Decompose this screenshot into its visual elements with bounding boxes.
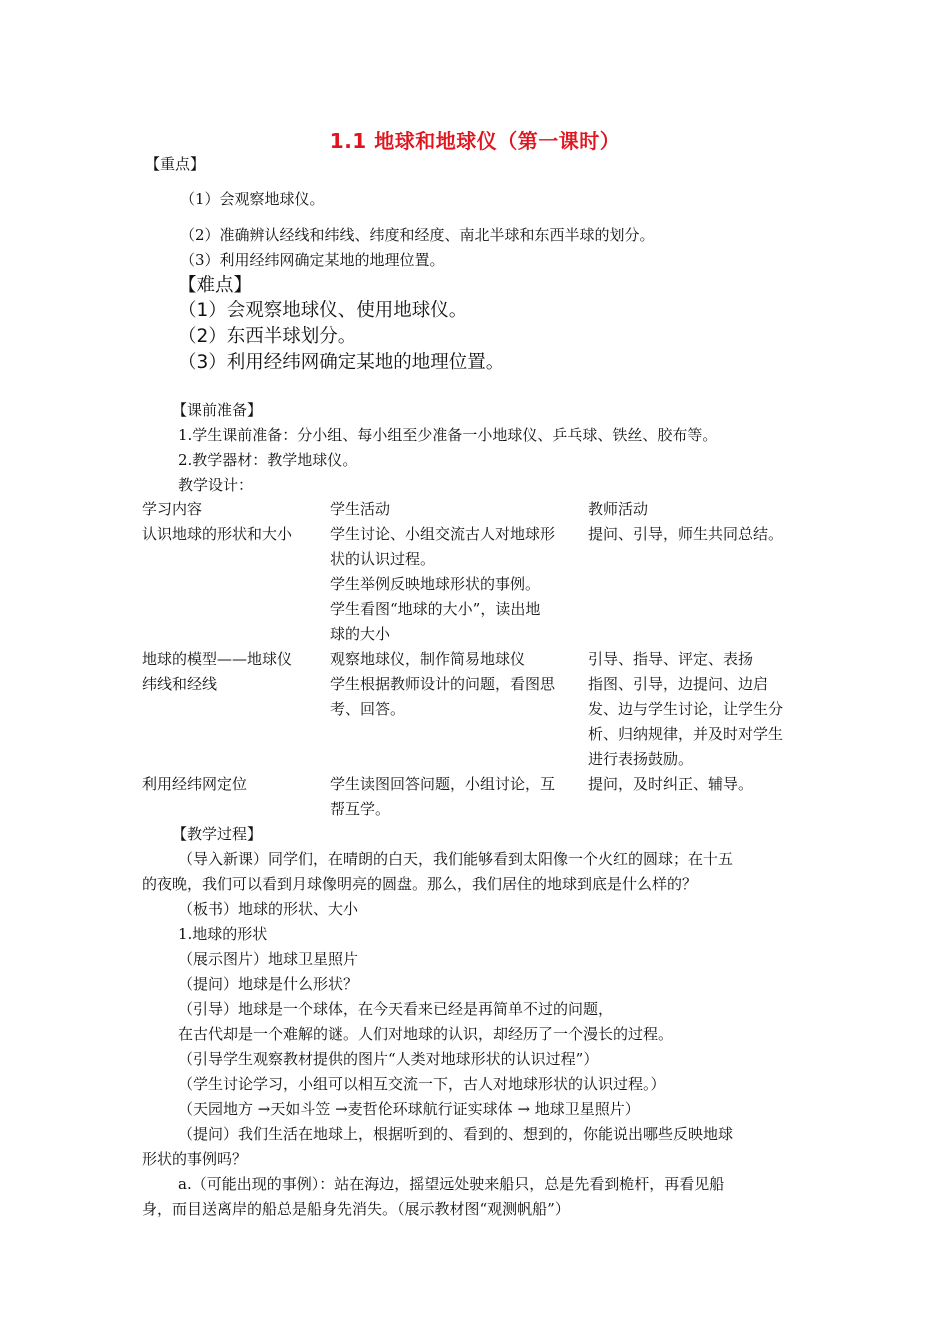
preparation-heading: 【课前准备】 [172, 401, 263, 419]
process-line: 的夜晚，我们可以看到月球像明亮的圆盘。那么，我们居住的地球到底是什么样的？ [142, 875, 698, 893]
table-cell-teacher: 指图、引导，边提问、边启 [588, 675, 769, 693]
table-cell-student: 学生看图“地球的大小”，读出地 [330, 600, 541, 618]
process-line: （天园地方 →天如斗笠 →麦哲伦环球航行证实球体 → 地球卫星照片） [178, 1100, 640, 1118]
table-cell-teacher: 引导、指导、评定、表扬 [588, 650, 754, 668]
table-cell-student: 学生读图回答问题，小组讨论，互 [330, 775, 556, 793]
process-line: 身，而目送离岸的船总是船身先消失。（展示教材图“观测帆船”） [142, 1200, 570, 1218]
table-cell-student: 学生讨论、小组交流古人对地球形 [330, 525, 556, 543]
process-line: 形状的事例吗？ [142, 1150, 248, 1168]
process-line: （板书）地球的形状、大小 [178, 900, 359, 918]
preparation-item: 教学设计： [178, 476, 254, 494]
table-cell-student: 球的大小 [330, 625, 391, 643]
difficulties-heading: 【难点】 [178, 275, 253, 296]
key-points-heading: 【重点】 [145, 155, 206, 173]
process-line: 在古代却是一个难解的谜。人们对地球的认识，却经历了一个漫长的过程。 [178, 1025, 674, 1043]
table-cell-student: 观察地球仪，制作简易地球仪 [330, 650, 526, 668]
table-cell-teacher: 发、边与学生讨论，让学生分 [588, 700, 784, 718]
table-cell-student: 学生根据教师设计的问题，看图思 [330, 675, 556, 693]
difficulty-item: （3）利用经纬网确定某地的地理位置。 [178, 352, 505, 373]
table-header-teacher: 教师活动 [588, 500, 649, 518]
process-line: （引导）地球是一个球体，在今天看来已经是再简单不过的问题， [178, 1000, 614, 1018]
table-cell-student: 状的认识过程。 [330, 550, 436, 568]
difficulty-item: （1）会观察地球仪、使用地球仪。 [178, 300, 468, 321]
process-line: 1.地球的形状 [178, 925, 268, 943]
key-point-item: （2）准确辨认经线和纬线、纬度和经度、南北半球和东西半球的划分。 [180, 226, 655, 244]
table-header-content: 学习内容 [142, 500, 203, 518]
table-cell-teacher: 进行表扬鼓励。 [588, 750, 694, 768]
table-cell-student: 考、回答。 [330, 700, 406, 718]
key-point-item: （3）利用经纬网确定某地的地理位置。 [180, 251, 445, 269]
table-header-student: 学生活动 [330, 500, 391, 518]
process-line: （展示图片）地球卫星照片 [178, 950, 359, 968]
table-cell-student: 帮互学。 [330, 800, 391, 818]
preparation-item: 1.学生课前准备：分小组、每小组至少准备一小地球仪、乒乓球、铁丝、胶布等。 [178, 426, 718, 444]
page-title: 1.1 地球和地球仪（第一课时） [329, 129, 621, 153]
table-cell-content: 利用经纬网定位 [142, 775, 248, 793]
table-cell-teacher: 提问、引导，师生共同总结。 [588, 525, 784, 543]
process-line: （引导学生观察教材提供的图片“人类对地球形状的认识过程”） [178, 1050, 599, 1068]
process-line: （提问）地球是什么形状？ [178, 975, 359, 993]
table-cell-content: 认识地球的形状和大小 [142, 525, 293, 543]
table-cell-teacher: 提问，及时纠正、辅导。 [588, 775, 754, 793]
difficulty-item: （2）东西半球划分。 [178, 326, 357, 347]
table-cell-teacher: 析、归纳规律，并及时对学生 [588, 725, 784, 743]
process-line: （提问）我们生活在地球上，根据听到的、看到的、想到的，你能说出哪些反映地球 [178, 1125, 734, 1143]
process-line: （学生讨论学习，小组可以相互交流一下，古人对地球形状的认识过程。） [178, 1075, 666, 1093]
key-point-item: （1）会观察地球仪。 [180, 190, 325, 208]
table-cell-content: 纬线和经线 [142, 675, 218, 693]
table-cell-content: 地球的模型——地球仪 [142, 650, 293, 668]
process-heading: 【教学过程】 [172, 825, 263, 843]
table-cell-student: 学生举例反映地球形状的事例。 [330, 575, 541, 593]
preparation-item: 2.教学器材：教学地球仪。 [178, 451, 358, 469]
process-line: （导入新课）同学们，在晴朗的白天，我们能够看到太阳像一个火红的圆球；在十五 [178, 850, 734, 868]
process-line: a.（可能出现的事例）：站在海边，摇望远处驶来船只，总是先看到桅杆，再看见船 [178, 1175, 725, 1193]
